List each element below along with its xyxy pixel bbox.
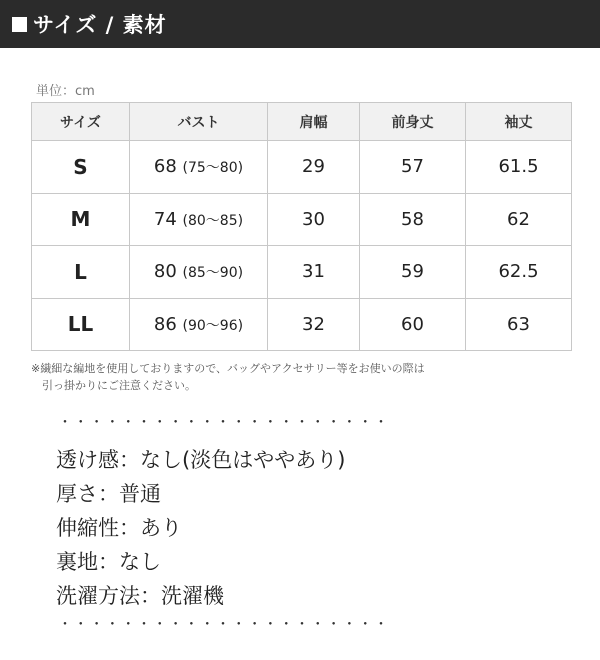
table-row [32, 246, 572, 299]
spec-stretch: 伸縮性：あり [56, 516, 182, 540]
sleeve-cell: 61.5 [466, 141, 572, 194]
unit-label: 単位：cm [36, 84, 95, 99]
section-header [0, 0, 600, 48]
bust-range: (75～80) [182, 160, 244, 177]
spec-thickness: 厚さ：普通 [56, 482, 161, 506]
shoulder-cell: 30 [268, 193, 360, 246]
column-header-shoulder: 肩幅 [268, 103, 360, 141]
length-cell: 60 [360, 298, 466, 351]
bust-value: 68 [153, 156, 177, 178]
size-cell: M [32, 193, 130, 246]
bust-range: (80～85) [182, 212, 244, 229]
spec-transparency: 透け感：なし(淡色はややあり) [56, 448, 346, 472]
spec-washing: 洗濯方法：洗濯機 [56, 584, 224, 608]
bust-cell [130, 141, 268, 194]
bust-cell [130, 246, 268, 299]
shoulder-cell: 32 [268, 298, 360, 351]
table-row [32, 141, 572, 194]
sleeve-cell: 62 [466, 193, 572, 246]
bust-value: 74 [153, 208, 177, 230]
size-cell: L [32, 246, 130, 299]
section-title: サイズ / 素材 [33, 13, 167, 37]
care-note [31, 360, 576, 394]
dotted-divider-top: ・・・・・・・・・・・・・・・・・・・・・ [58, 415, 390, 431]
length-cell: 59 [360, 246, 466, 299]
size-cell: S [32, 141, 130, 194]
size-cell: LL [32, 298, 130, 351]
care-note-line: 引っ掛かりにご注意ください。 [31, 379, 196, 392]
spec-lining: 裏地：なし [56, 550, 161, 574]
column-header-sleeve: 袖丈 [466, 103, 572, 141]
square-bullet-icon [12, 17, 27, 32]
shoulder-cell: 29 [268, 141, 360, 194]
column-header-size: サイズ [32, 103, 130, 141]
shoulder-cell: 31 [268, 246, 360, 299]
column-header-bust: バスト [130, 103, 268, 141]
care-note-line: ※繊細な編地を使用しておりますので、バッグやアクセサリー等をお使いの際は [31, 362, 425, 375]
length-cell: 57 [360, 141, 466, 194]
bust-range: (90～96) [182, 317, 244, 334]
length-cell: 58 [360, 193, 466, 246]
column-header-length: 前身丈 [360, 103, 466, 141]
bust-value: 80 [153, 261, 177, 283]
sleeve-cell: 63 [466, 298, 572, 351]
table-row [32, 298, 572, 351]
sleeve-cell: 62.5 [466, 246, 572, 299]
bust-value: 86 [153, 313, 177, 335]
bust-cell [130, 193, 268, 246]
dotted-divider-bottom: ・・・・・・・・・・・・・・・・・・・・・ [58, 617, 390, 633]
size-table [31, 102, 572, 351]
bust-range: (85～90) [182, 265, 244, 282]
bust-cell [130, 298, 268, 351]
table-row [32, 193, 572, 246]
table-header-row [32, 103, 572, 141]
